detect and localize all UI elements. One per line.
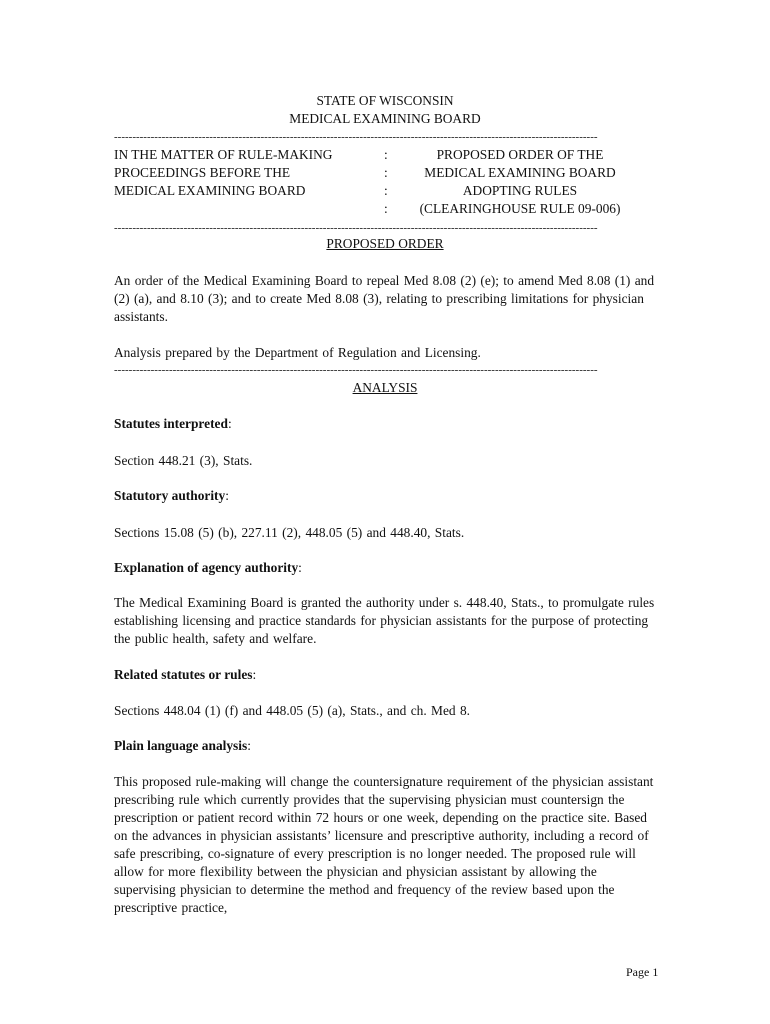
caption-right-line: ADOPTING RULES	[462, 183, 578, 198]
caption-colon: :	[384, 165, 388, 180]
section-heading	[114, 738, 251, 754]
state-heading: STATE OF WISCONSIN	[316, 93, 454, 108]
section-text: Sections 15.08 (5) (b), 227.11 (2), 448.05 (5) and 448.40, Stats.	[114, 525, 465, 540]
section-heading	[114, 667, 256, 683]
heading-colon: :	[225, 488, 229, 503]
analysis-title: ANALYSIS	[352, 380, 418, 395]
caption-left-line: PROCEEDINGS BEFORE THE	[114, 165, 291, 180]
heading-text: Explanation of agency authority	[114, 560, 299, 575]
separator-line: ------------------------------------------------------------------------------------------------------------------------------------	[114, 131, 598, 143]
caption-left-line: IN THE MATTER OF RULE-MAKING	[114, 147, 333, 162]
proposed-order-title: PROPOSED ORDER	[326, 236, 444, 251]
caption-right-line: PROPOSED ORDER OF THE	[436, 147, 604, 162]
section-heading	[114, 416, 232, 432]
page-number: Page 1	[626, 965, 659, 979]
section-text: The Medical Examining Board is granted the authority under s. 448.40, Stats., to promulgate rules establishing licensing and practice standards for physician assistants for the purpose of protecting the public health, safety and welfare.	[114, 595, 655, 646]
heading-colon: :	[247, 738, 251, 753]
separator-line: ------------------------------------------------------------------------------------------------------------------------------------	[114, 222, 598, 234]
section-heading	[114, 488, 229, 504]
heading-colon: :	[252, 667, 257, 682]
caption-right-line: (CLEARINGHOUSE RULE 09-006)	[419, 201, 621, 216]
caption-colon: :	[384, 147, 388, 162]
section-heading	[114, 560, 302, 576]
section-text: Section 448.21 (3), Stats.	[114, 453, 253, 468]
caption-left-line: MEDICAL EXAMINING BOARD	[114, 183, 306, 198]
section-text: Sections 448.04 (1) (f) and 448.05 (5) (a), Stats., and ch. Med 8.	[114, 703, 470, 718]
heading-colon: :	[298, 560, 302, 575]
caption-right-line: MEDICAL EXAMINING BOARD	[424, 165, 616, 180]
caption-colon: :	[384, 183, 388, 198]
heading-text: Statutes interpreted	[114, 416, 228, 431]
order-paragraph: An order of the Medical Examining Board to repeal Med 8.08 (2) (e); to amend Med 8.08 (1) and (2) (a), and 8.10 (3); and to create Med 8.08 (3), relating to prescribing limitations for physician assistants.	[114, 273, 655, 324]
heading-text: Plain language analysis	[114, 738, 248, 753]
separator-line: ------------------------------------------------------------------------------------------------------------------------------------	[114, 364, 598, 376]
analysis-prepared-paragraph: Analysis prepared by the Department of Regulation and Licensing.	[114, 345, 481, 360]
heading-text: Statutory authority	[114, 488, 226, 503]
heading-text: Related statutes or rules	[114, 667, 253, 682]
caption-colon: :	[384, 201, 388, 216]
heading-colon: :	[227, 416, 232, 431]
board-heading: MEDICAL EXAMINING BOARD	[289, 111, 481, 126]
section-text: This proposed rule-making will change the countersignature requirement of the physician assistant prescribing rule which currently provides that the supervising physician must countersign the prescription or patient record within 72 hours or one week, depending on the practice site. Based on the advances in physician assistants’ licensure and prescriptive authority, including a record of safe prescribing, co-signature of every prescription is no longer needed. The proposed rule will allow for more flexibility between the physician and physician assistant by allowing the supervising physician to determine the method and frequency of the review based upon the prescriptive practice,	[114, 774, 654, 915]
